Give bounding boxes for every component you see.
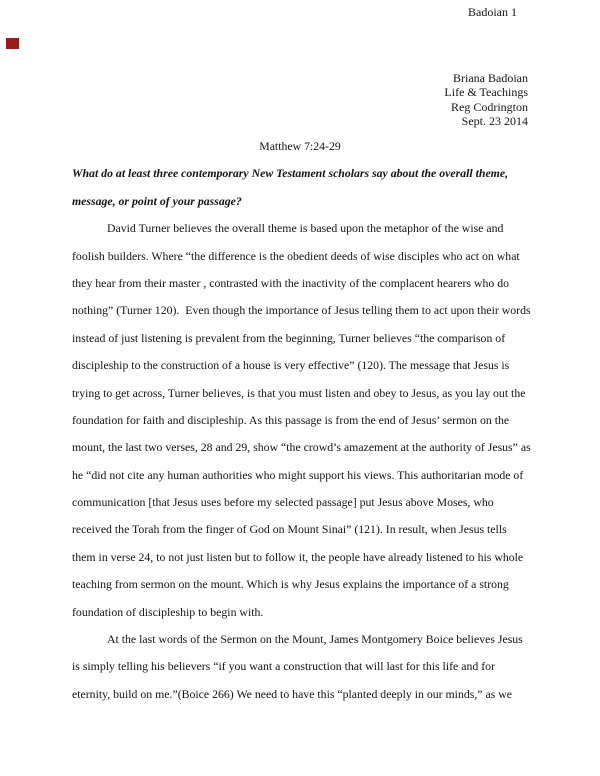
body-text-line: is simply telling his believers “if you want a construction that will last for this life and for (72, 659, 495, 674)
question-line: message, or point of your passage? (72, 193, 242, 208)
body-text-line: they hear from their master , contrasted with the inactivity of the complacent hearers who do (72, 275, 509, 290)
body-text-line: foundation for faith and discipleship. As this passage is from the end of Jesus’ sermon on the (72, 412, 510, 427)
question-line: What do at least three contemporary New Testament scholars say about the overall theme, (72, 166, 509, 181)
byline-line: Briana Badoian (453, 71, 528, 85)
body-text-line: eternity, build on me.”(Boice 266) We need to have this “planted deeply in our minds,” as we (72, 686, 512, 701)
body-text-line: he “did not cite any human authorities who might support his views. This authoritarian mode of (72, 467, 524, 482)
body-text-line: At the last words of the Sermon on the Mount, James Montgomery Boice believes Jesus (107, 632, 523, 647)
body-text-line: nothing” (Turner 120). Even though the importance of Jesus telling them to act upon their words (72, 303, 531, 318)
byline-line: Life & Teachings (444, 85, 528, 100)
byline-line: Sept. 23 2014 (461, 114, 528, 129)
body-text-line: discipleship to the construction of a house is very effective” (120). The message that Jesus is (72, 358, 510, 373)
body-text-line: instead of just listening is prevalent from the beginning, Turner believes “the comparison of (72, 330, 506, 345)
body-text-line: trying to get across, Turner believes, is that you must listen and obey to Jesus, as you lay out the (72, 385, 526, 400)
body-text-line: mount, the last two verses, 28 and 29, show “the crowd’s amazement at the authority of Jesus” as (72, 440, 531, 455)
byline-block (444, 71, 528, 129)
byline-line: Reg Codrington (451, 99, 528, 114)
running-header: Badoian 1 (468, 5, 517, 19)
essay-paragraphs (72, 215, 531, 708)
body-text-line: them in verse 24, to not just listen but to follow it, the people have already listened to his whole (72, 549, 524, 564)
body-text-line: foundation of discipleship to begin with. (72, 604, 264, 619)
body-text-line: teaching from sermon on the mount. Which is why Jesus explains the importance of a strong (72, 577, 509, 592)
body-text-line: David Turner believes the overall theme is based upon the metaphor of the wise and (107, 221, 504, 236)
body-text-line: communication [that Jesus uses before my selected passage] put Jesus above Moses, who (72, 495, 494, 510)
passage-title: Matthew 7:24-29 (259, 139, 341, 153)
question-heading (72, 160, 528, 215)
essay-body (72, 133, 531, 708)
annotation-mark (6, 38, 19, 49)
body-text-line: received the Torah from the finger of God on Mount Sinai” (121). In result, when Jesus tells (72, 522, 507, 537)
body-text-line: foolish builders. Where “the difference is the obedient deeds of wise disciples who act on what (72, 248, 520, 263)
